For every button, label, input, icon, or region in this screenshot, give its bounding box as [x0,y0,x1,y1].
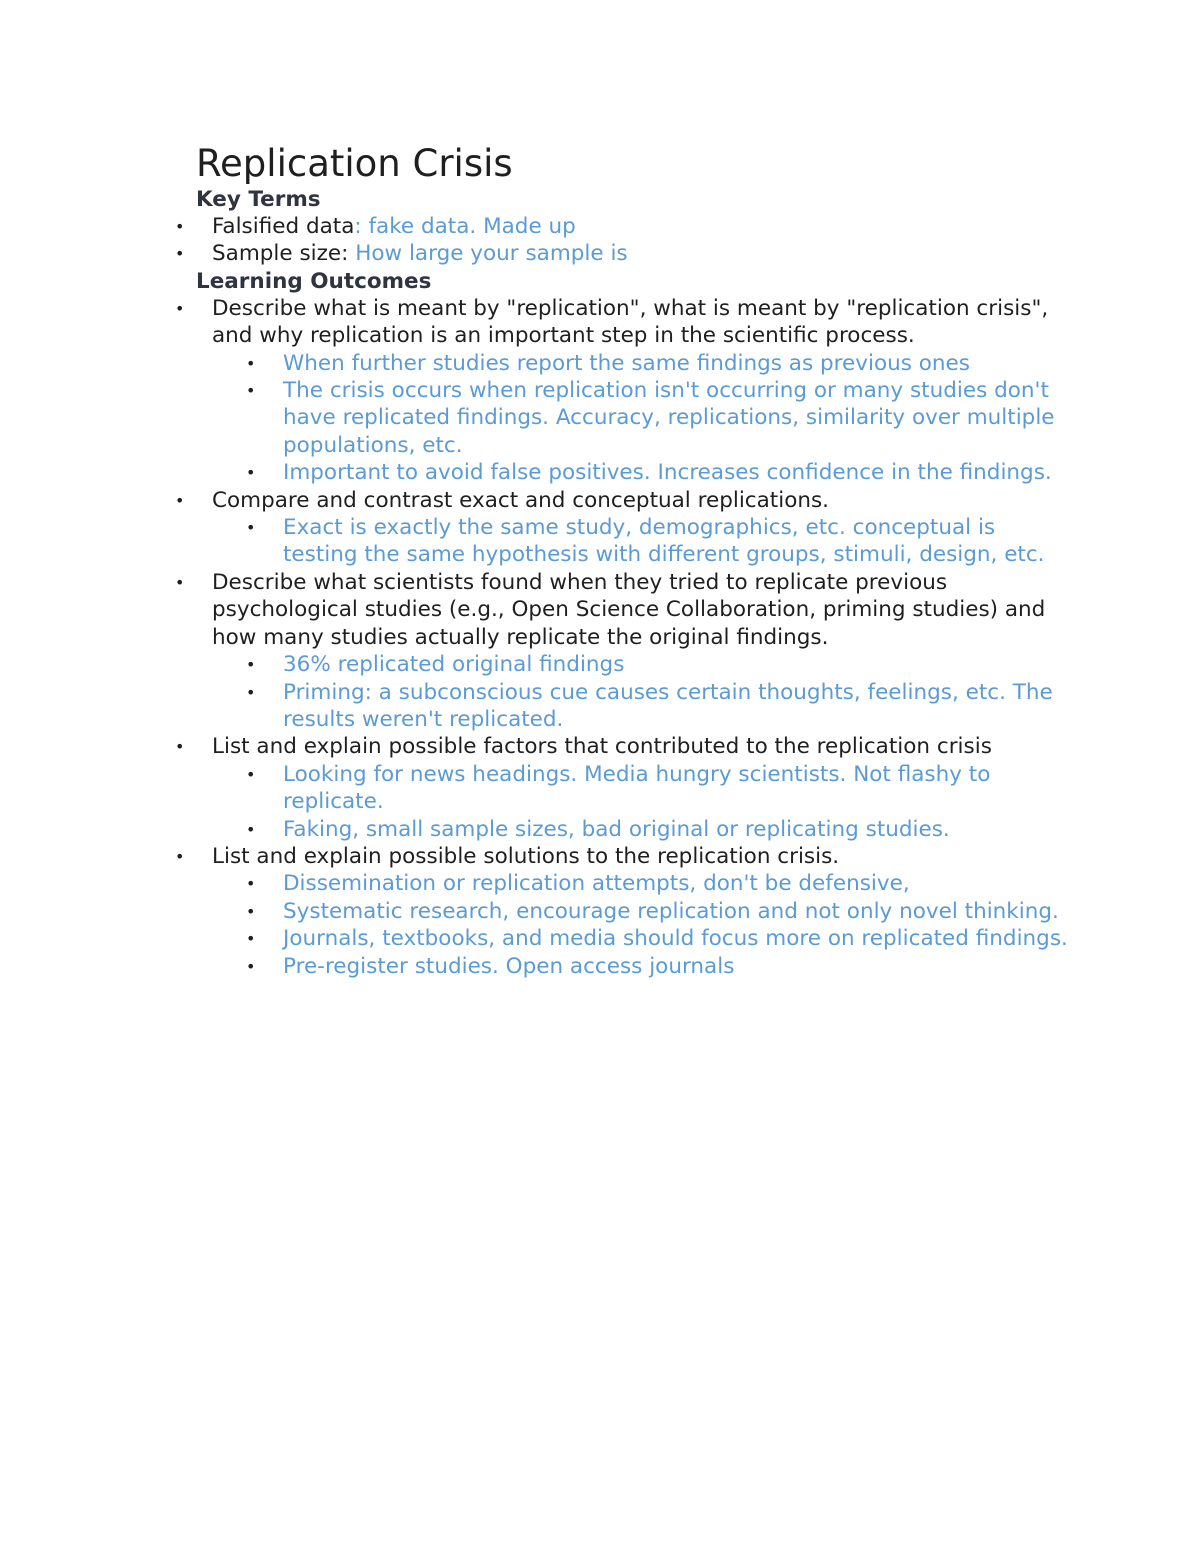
bullet-icon: • [175,490,185,510]
bullet-icon: • [175,217,185,236]
answer-text: Faking, small sample sizes, bad original or replicating studies. [283,816,950,842]
answer-text: Important to avoid false positives. Increases confidence in the findings. [283,460,1052,486]
term-name: Sample size [212,241,342,267]
bullet-icon: • [246,518,256,538]
answer-list [212,870,1073,980]
answer-item [212,377,1073,459]
answer-text: Dissemination or replication attempts, don't be defensive, [283,871,910,897]
bullet-icon: • [246,463,256,483]
bullet-icon: • [246,353,256,373]
bullet-icon: • [175,737,185,757]
answer-item [212,925,1073,952]
bullet-icon: • [175,298,185,318]
outcome-text: Describe what scientists found when they tried to replicate previous psychological studies (e.g., Open Science Collaboration, priming studies) and how many studies actually replicate the original findings. [212,569,1046,650]
bullet-icon: • [175,244,185,264]
bullet-icon: • [246,655,256,675]
answer-item [212,679,1073,734]
answer-item [212,761,1073,816]
document-title: Replication Crisis [196,142,513,185]
answer-list [212,350,1073,487]
outcome-text: List and explain possible solutions to the replication crisis. [212,843,840,869]
outcome-item [173,295,1073,487]
answer-list [212,761,1073,843]
answer-item [212,816,1073,843]
learning-outcomes-list [173,295,1073,980]
learning-outcomes-heading: Learning Outcomes [196,268,432,294]
answer-text: Looking for news headings. Media hungry scientists. Not flashy to replicate. [283,761,991,815]
key-terms-list [173,213,1073,268]
key-term-item [173,240,1073,267]
bullet-icon: • [246,764,256,784]
answer-text: Systematic research, encourage replication and not only novel thinking. [283,898,1059,924]
answer-item [212,514,1073,569]
answer-item [212,953,1073,980]
answer-text: Exact is exactly the same study, demographics, etc. conceptual is testing the same hypothesis with different groups, stimuli, design, etc. [283,515,1045,568]
bullet-icon: • [246,956,256,976]
key-term-item [173,213,1073,240]
term-definition: fake data. Made up [368,214,576,239]
bullet-icon: • [246,682,256,702]
answer-text: Pre-register studies. Open access journals [283,953,735,979]
bullet-icon: • [246,381,256,401]
bullet-icon: • [246,874,256,894]
answer-item [212,898,1073,925]
term-separator: : [354,214,369,239]
answer-text: 36% replicated original findings [283,652,625,678]
answer-text: Journals, textbooks, and media should focus more on replicated findings. [283,926,1068,952]
bullet-icon: • [175,846,185,866]
term-separator: : [341,241,356,267]
answer-list [212,514,1073,569]
answer-text: When further studies report the same findings as previous ones [283,350,970,376]
term-definition: How large your sample is [355,241,628,267]
outcome-text: List and explain possible factors that contributed to the replication crisis [212,734,992,760]
outcome-text: Describe what is meant by "replication", what is meant by "replication crisis", and why replication is an important step in the scientific process. [212,295,1049,349]
outcome-item [173,487,1073,569]
answer-item [212,870,1073,897]
term-name: Falsified data [212,214,355,239]
answer-text: The crisis occurs when replication isn't occurring or many studies don't have replicated findings. Accuracy, replications, similarity over multiple populations, etc. [283,378,1055,458]
bullet-icon: • [175,572,185,592]
answer-text: Priming: a subconscious cue causes certain thoughts, feelings, etc. The results weren't replicated. [283,679,1053,732]
bullet-icon: • [246,929,256,949]
answer-item [212,459,1073,486]
answer-item [212,651,1073,678]
key-terms-heading: Key Terms [196,187,321,212]
outcome-item [173,843,1073,980]
answer-list [212,651,1073,733]
outcome-item [173,569,1073,733]
outcome-text: Compare and contrast exact and conceptual replications. [212,487,830,513]
bullet-icon: • [246,819,256,839]
answer-item [212,350,1073,377]
outcome-item [173,733,1073,843]
bullet-icon: • [246,901,256,921]
document-content [173,142,1073,980]
